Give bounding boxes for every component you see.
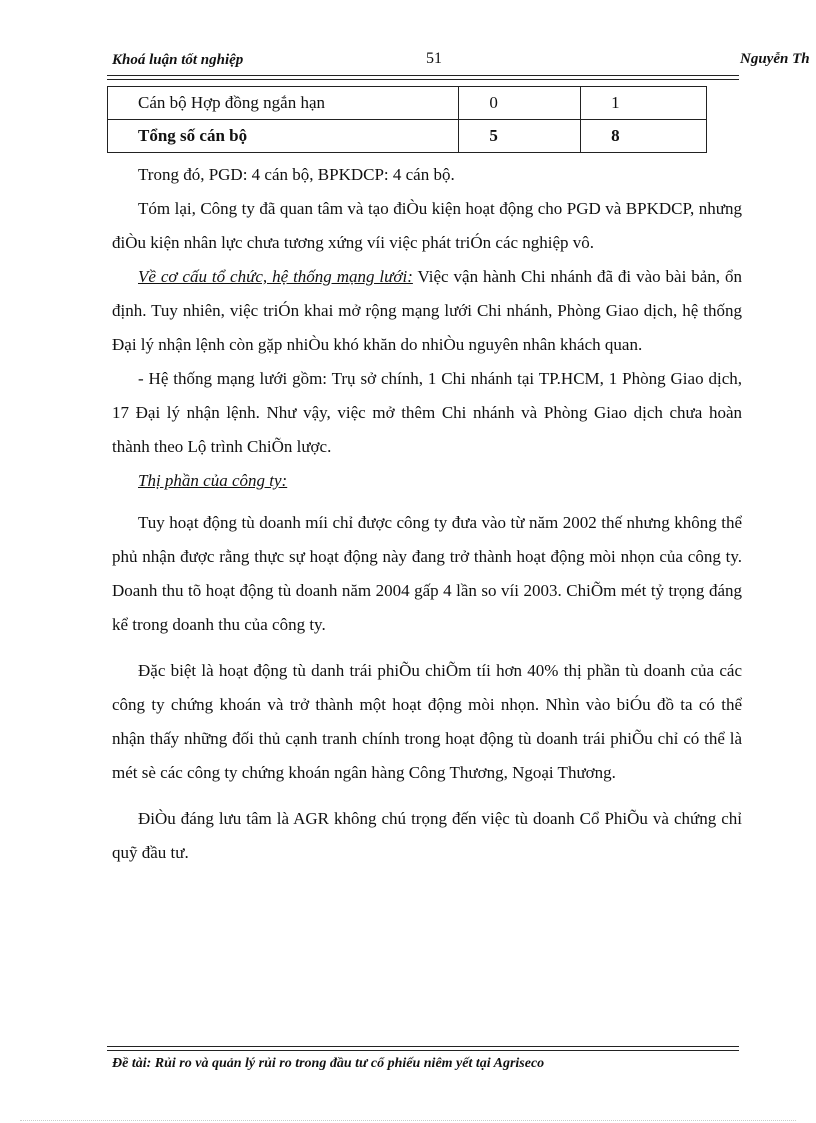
paragraph: Tóm lại, Công ty đã quan tâm và tạo điÒu kiện hoạt động cho PGD và BPKDCP, nhưng điÒu kiện nhân lực chưa tương xứng víi việc phát triÓn các nghiệp vô.	[112, 199, 742, 252]
bullet-paragraph: - Hệ thống mạng lưới gồm: Trụ sở chính, 1 Chi nhánh tại TP.HCM, 1 Phòng Giao dịch, 17 Đại lý nhận lệnh. Như vậy, việc mở thêm Chi nhánh và Phòng Giao dịch chưa hoàn thành theo Lộ trình ChiÕn lược.	[112, 369, 742, 456]
paragraph	[112, 260, 742, 362]
page-header	[0, 0, 816, 90]
footer-rule-top	[107, 1046, 739, 1047]
header-thesis-label: Khoá luận tốt nghiệp	[112, 52, 244, 68]
table-cell: 8	[581, 120, 707, 153]
paragraph: Trong đó, PGD: 4 cán bộ, BPKDCP: 4 cán bộ.	[138, 165, 455, 184]
header-rule-bottom	[107, 79, 739, 80]
page-number: 51	[426, 50, 442, 67]
table-cell: 1	[581, 87, 707, 120]
paragraph: Tuy hoạt động tù doanh míi chỉ được công ty đưa vào từ năm 2002 thế nhưng không thể phủ nhận được rằng thực sự hoạt động này đang trở thành hoạt động mòi nhọn của công ty. Doanh thu tõ hoạt động tù doanh năm 2004 gấp 4 lần so víi 2003. ChiÕm mét tỷ trọng đáng kể trong doanh thu của công ty.	[112, 513, 742, 634]
table-row	[108, 87, 707, 120]
paragraph: Đặc biệt là hoạt động tù danh trái phiÕu chiÕm tíi hơn 40% thị phần tù doanh của các công ty chứng khoán và trở thành một hoạt động mòi nhọn. Nhìn vào biÓu đồ ta có thể nhận thấy những đối thủ cạnh tranh chính trong hoạt động tù doanh trái phiÕu chỉ có thể là mét sè các công ty chứng khoán ngân hàng Công Thương, Ngoại Thương.	[112, 661, 742, 782]
header-author: Nguyễn Th	[740, 51, 810, 67]
paragraph	[112, 464, 742, 498]
page-edge-divider	[20, 1120, 796, 1121]
paragraph: ĐiÒu đáng lưu tâm là AGR không chú trọng đến việc tù doanh Cổ PhiÕu và chứng chỉ quỹ đầu tư.	[112, 809, 742, 862]
document-body	[112, 158, 742, 870]
table-cell: 5	[459, 120, 581, 153]
footer-rule-bottom	[107, 1050, 739, 1051]
header-rule-top	[107, 75, 739, 76]
staff-table	[107, 86, 707, 153]
section-heading: Thị phần của công ty:	[138, 471, 288, 490]
table-cell: 0	[459, 87, 581, 120]
table-row-total	[108, 120, 707, 153]
paragraph-text: Việc vận hành Chi nhánh đã đi vào bài bản, ổn định. Tuy nhiên, việc triÓn khai mở rộng mạng lưới Chi nhánh, Phòng Giao dịch, hệ thống Đại lý nhận lệnh còn gặp nhiÒu khó khăn do nhiÒu nguyên nhân khách quan.	[112, 267, 742, 354]
section-heading: Về cơ cấu tổ chức, hệ thống mạng lưới:	[138, 267, 413, 286]
page-footer: Đề tài: Rủi ro và quản lý rủi ro trong đầu tư cổ phiếu niêm yết tại Agriseco	[112, 1056, 545, 1071]
table-cell: Cán bộ Hợp đồng ngắn hạn	[108, 87, 459, 120]
table-cell: Tổng số cán bộ	[108, 120, 459, 153]
